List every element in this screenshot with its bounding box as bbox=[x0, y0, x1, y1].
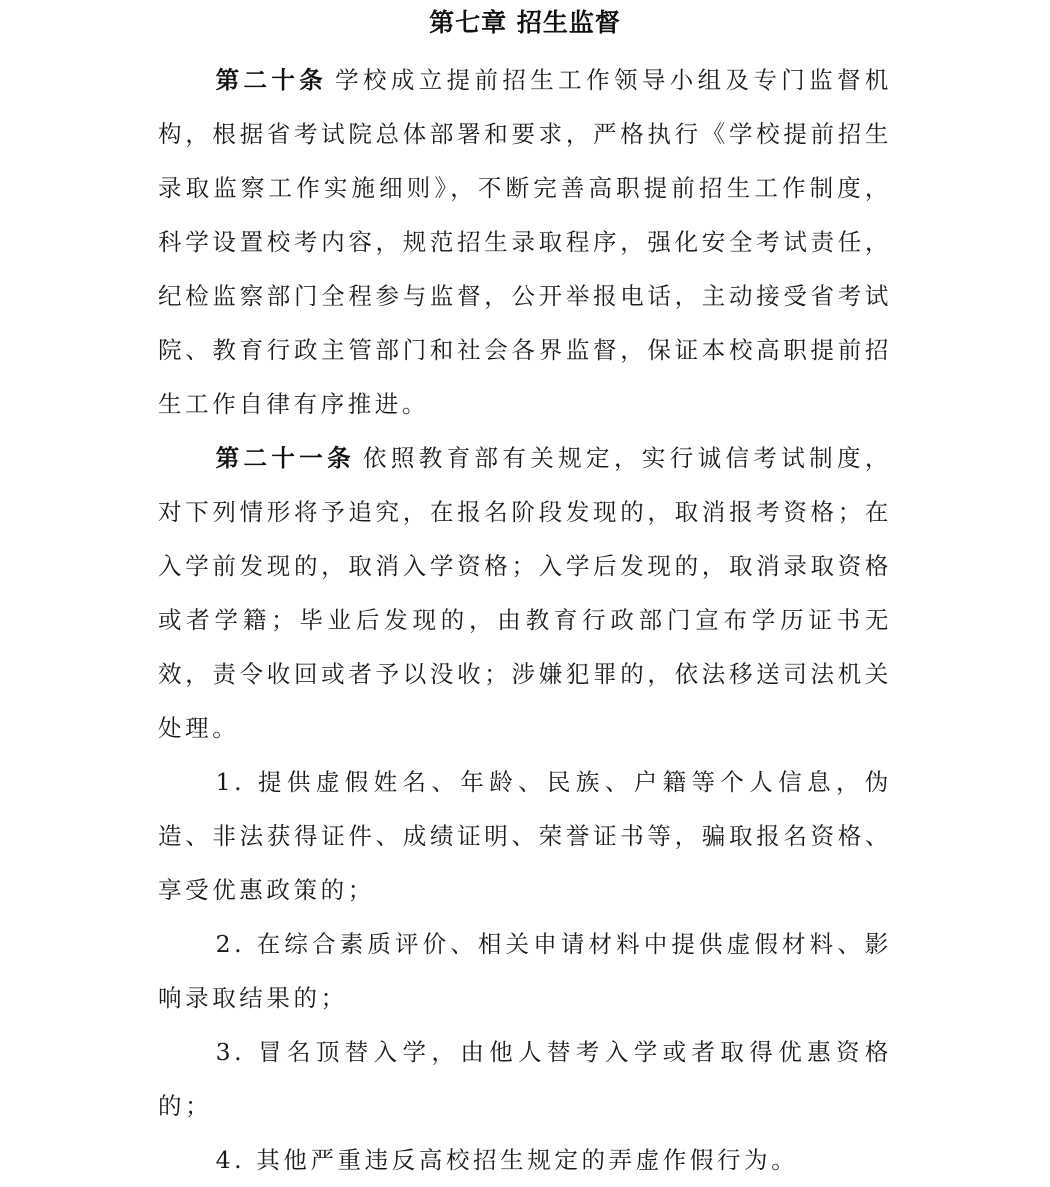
article-body: 依照教育部有关规定，实行诚信考试制度，对下列情形将予追究，在报名阶段发现的，取消报考资格；在入学前发现的，取消入学资格；入学后发现的，取消录取资格或者学籍；毕业后发现的，由教育行政部门宣布学历证书无效，责令收回或者予以没收；涉嫌犯罪的，依法移送司法机关处理。 bbox=[158, 444, 892, 742]
article-body: 学校成立提前招生工作领导小组及专门监督机构，根据省考试院总体部署和要求，严格执行《学校提前招生录取监察工作实施细则》，不断完善高职提前招生工作制度，科学设置校考内容，规范招生录取程序，强化安全考试责任，纪检监察部门全程参与监督，公开举报电话，主动接受省考试院、教育行政主管部门和社会各界监督，保证本校高职提前招生工作自律有序推进。 bbox=[158, 66, 893, 418]
list-item-1: 1. 提供虚假姓名、年龄、民族、户籍等个人信息，伪造、非法获得证件、成绩证明、荣誉证书等，骗取报名资格、享受优惠政策的； bbox=[158, 768, 892, 904]
chapter-title: 第七章 招生监督 bbox=[429, 8, 621, 37]
document-page bbox=[158, 0, 892, 1187]
article-heading: 第二十条 bbox=[215, 66, 328, 94]
list-item-3: 3. 冒名顶替入学，由他人替考入学或者取得优惠资格的； bbox=[158, 1038, 892, 1120]
list-item-2: 2. 在综合素质评价、相关申请材料中提供虚假材料、影响录取结果的； bbox=[158, 930, 892, 1012]
article-20 bbox=[158, 53, 892, 431]
article-heading: 第二十一条 bbox=[215, 444, 355, 472]
article-21 bbox=[158, 431, 892, 755]
list-item-4: 4. 其他严重违反高校招生规定的弄虚作假行为。 bbox=[215, 1146, 799, 1174]
